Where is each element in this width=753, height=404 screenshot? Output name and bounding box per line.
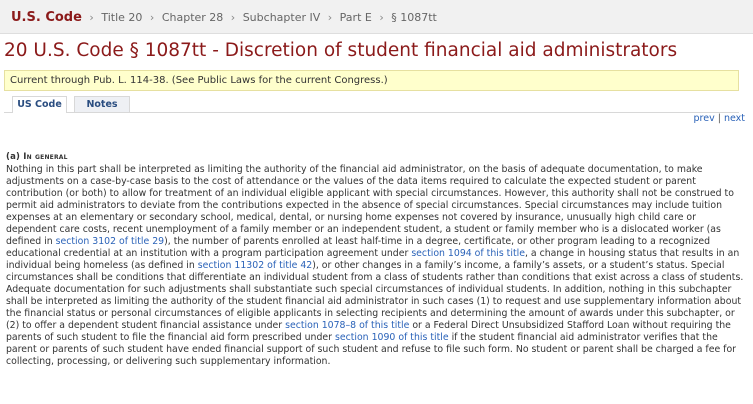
tab-bar xyxy=(4,96,739,113)
next-link[interactable]: next xyxy=(723,113,745,124)
breadcrumb-chapter-link[interactable]: Chapter 28 xyxy=(161,11,224,24)
tab-us-code[interactable]: US Code xyxy=(12,96,67,113)
tab-notes[interactable]: Notes xyxy=(74,96,130,112)
breadcrumb-separator: › xyxy=(89,11,94,24)
cross-reference-link[interactable]: section 1090 of this title xyxy=(334,332,449,343)
pager xyxy=(694,113,746,124)
paragraph-text: ), or other changes in a family’s income, a family’s assets, or a student’s status. Special circumstances shall be conditions that differentiate an individual student from a class of students rather than conditions that exist across a class of students. Adequate documentation for such adjustments shall substantiate such special circumstances of individual students. In addition, nothing in this subchapter shall be interpreted as limiting the authority of the student financial aid administrator in such cases (1) to request and use supplementary information about the financial status or personal circumstances of eligible applicants in selecting recipients and determining the amount of awards under this subchapter, or (2) to offer a dependent student financial assistance under xyxy=(6,260,744,331)
breadcrumb-separator: › xyxy=(327,11,333,24)
paragraph-text: ), the number of parents enrolled at least half-time in a degree, certificate, or other program leading to a recognized educational credential at an institution with a program participation agreement under xyxy=(6,236,711,259)
breadcrumb-separator: › xyxy=(379,11,384,24)
paragraph-text: or a Federal Direct Unsubsidized Stafford Loan without requiring the parents of such student to file the financial aid form prescribed under xyxy=(6,320,731,343)
breadcrumb-root-link[interactable]: U.S. Code xyxy=(11,10,82,25)
section-heading xyxy=(6,152,68,162)
breadcrumb-subchapter-link[interactable]: Subchapter IV xyxy=(242,11,321,24)
pager-separator: | xyxy=(714,113,724,124)
section-heading-text: In general xyxy=(23,152,68,162)
section-body xyxy=(6,164,748,368)
cross-reference-link[interactable]: section 1078–8 of this title xyxy=(285,320,410,331)
paragraph-text: , a change in housing status that results in an individual being homeless (as defined in xyxy=(6,248,740,271)
breadcrumb-current: § 1087tt xyxy=(391,11,437,24)
paragraph-text: Nothing in this part shall be interpreted as limiting the authority of the financial aid administrator, on the basis of adequate documentation, to make adjustments on a case-by-case basis to the cost of attendance or the values of the data items required to calculate the expected student or parent contribution (or both) to allow for treatment of an individual eligible applicant with special circumstances. However, this authority shall not be construed to permit aid administrators to deviate from the contributions expected in the absence of special circumstances. Special circumstances may include tuition expenses at an elementary or secondary school, medical, dental, or nursing home expenses not covered by insurance, unusually high child care or dependent care costs, recent unemployment of a family member or an independent student, a student or family member who is a dislocated worker (as defined in xyxy=(6,164,734,247)
cross-reference-link[interactable]: section 11302 of title 42 xyxy=(197,260,313,271)
cross-reference-link[interactable]: section 1094 of this title xyxy=(411,248,525,259)
breadcrumb-separator: › xyxy=(230,11,236,24)
breadcrumb-title-link[interactable]: Title 20 xyxy=(101,11,143,24)
breadcrumb-part-link[interactable]: Part E xyxy=(339,11,372,24)
currency-notice: Current through Pub. L. 114-38. (See Public Laws for the current Congress.) xyxy=(4,70,739,91)
page-title: 20 U.S. Code § 1087tt - Discretion of student financial aid administrators xyxy=(4,40,678,61)
section-heading-label: (a) xyxy=(6,152,21,162)
section-paragraph xyxy=(6,164,748,368)
prev-link[interactable]: prev xyxy=(693,113,715,124)
cross-reference-link[interactable]: section 3102 of title 29 xyxy=(55,236,165,247)
breadcrumb-separator: › xyxy=(149,11,155,24)
paragraph-text: if the student financial aid administrator verifies that the parent or parents of such student have ended financial support of such student and refuse to file such form. No student or parent shall be charged a fee for collecting, processing, or delivering such supplementary information. xyxy=(6,332,737,367)
breadcrumb xyxy=(0,0,753,34)
